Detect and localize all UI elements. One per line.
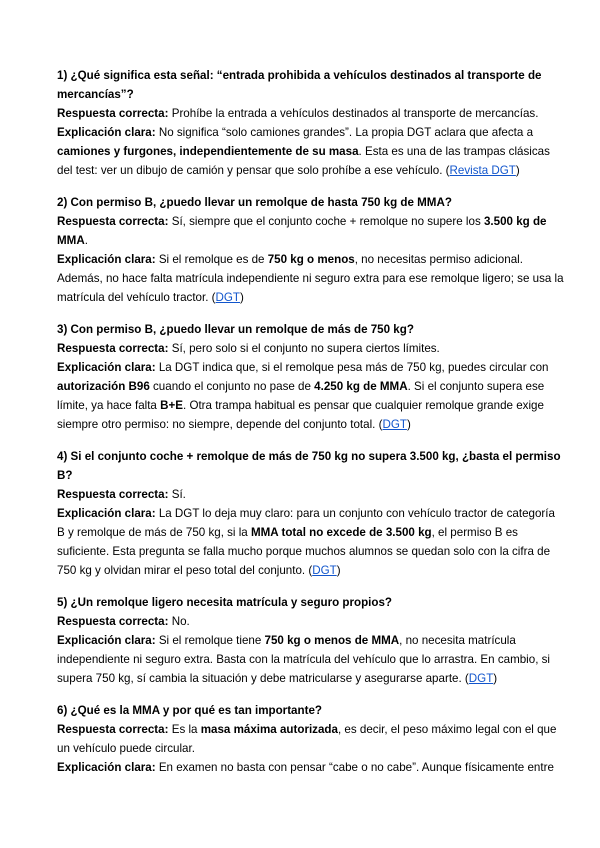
qa-block-3 (57, 320, 547, 434)
explanation-2-line-1: Explicación clara: Si el remolque es de 750 kg o menos, no necesitas permiso adicional. (57, 253, 523, 266)
explanation-2-line-2: Además, no hace falta matrícula independiente ni seguro extra para ese remolque ligero; se usa la (57, 272, 564, 285)
source-link-dgt[interactable]: DGT (215, 291, 240, 304)
answer-label: Respuesta correcta: (57, 215, 169, 228)
explanation-label: Explicación clara: (57, 253, 156, 266)
answer-label: Respuesta correcta: (57, 723, 169, 736)
answer-1: Respuesta correcta: Prohíbe la entrada a vehículos destinados al transporte de mercancías. (57, 107, 539, 120)
explanation-1-line-1: Explicación clara: No significa “solo camiones grandes”. La propia DGT aclara que afecta a (57, 126, 534, 139)
question-1-line-1: 1) ¿Qué significa esta señal: “entrada prohibida a vehículos destinados al transporte de (57, 69, 542, 82)
question-3: 3) Con permiso B, ¿puedo llevar un remolque de más de 750 kg? (57, 323, 414, 336)
question-1-line-2: mercancías”? (57, 88, 134, 101)
answer-2-line-2: MMA. (57, 234, 88, 247)
answer-6-line-1: Respuesta correcta: Es la masa máxima autorizada, es decir, el peso máximo legal con el que (57, 723, 557, 736)
explanation-label: Explicación clara: (57, 634, 156, 647)
explanation-3-line-1: Explicación clara: La DGT indica que, si el remolque pesa más de 750 kg, puedes circular con (57, 361, 549, 374)
question-4-line-2: B? (57, 469, 73, 482)
explanation-6-line-1: Explicación clara: En examen no basta con pensar “cabe o no cabe”. Aunque físicamente entre (57, 761, 554, 774)
qa-block-1 (57, 66, 550, 180)
explanation-label: Explicación clara: (57, 761, 156, 774)
answer-6-line-2: un vehículo puede circular. (57, 742, 195, 755)
qa-block-5 (57, 593, 551, 688)
explanation-1-line-2: camiones y furgones, independientemente de su masa. Esta es una de las trampas clásicas (57, 145, 550, 158)
source-link-dgt[interactable]: DGT (468, 672, 494, 685)
explanation-5-line-1: Explicación clara: Si el remolque tiene 750 kg o menos de MMA, no necesita matrícula (57, 634, 516, 647)
source-link-dgt[interactable]: DGT (382, 418, 407, 431)
question-6: 6) ¿Qué es la MMA y por qué es tan importante? (57, 704, 322, 717)
explanation-1-line-3: del test: ver un dibujo de camión y pensar que solo prohíbe a ese vehículo. (Revista DGT) (57, 164, 520, 177)
answer-2-line-1: Respuesta correcta: Sí, siempre que el conjunto coche + remolque no supere los 3.500 kg de (57, 215, 547, 228)
answer-label: Respuesta correcta: (57, 488, 169, 501)
answer-label: Respuesta correcta: (57, 342, 169, 355)
explanation-4-line-3: suficiente. Esta pregunta se falla mucho porque muchos alumnos se quedan solo con la cifra de (57, 545, 551, 558)
explanation-2-line-3: matrícula del vehículo tractor. (DGT) (57, 291, 244, 304)
question-4-line-1: 4) Si el conjunto coche + remolque de más de 750 kg no supera 3.500 kg, ¿basta el permiso (57, 450, 561, 463)
question-2: 2) Con permiso B, ¿puedo llevar un remolque de hasta 750 kg de MMA? (57, 196, 452, 209)
explanation-3-line-3: límite, ya hace falta B+E. Otra trampa habitual es pensar que cualquier remolque grande exige (57, 399, 544, 412)
source-link-revista-dgt[interactable]: Revista DGT (449, 164, 516, 177)
explanation-4-line-4: 750 kg y olvidan mirar el peso total del conjunto. (DGT) (57, 564, 341, 577)
explanation-label: Explicación clara: (57, 507, 156, 520)
answer-4: Respuesta correcta: Sí. (57, 488, 186, 501)
document-content (57, 66, 564, 790)
explanation-label: Explicación clara: (57, 126, 156, 139)
qa-block-2 (57, 193, 564, 307)
explanation-label: Explicación clara: (57, 361, 156, 374)
answer-3: Respuesta correcta: Sí, pero solo si el conjunto no supera ciertos límites. (57, 342, 440, 355)
explanation-4-line-2: B y remolque de más de 750 kg, si la MMA total no excede de 3.500 kg, el permiso B es (57, 526, 518, 539)
answer-label: Respuesta correcta: (57, 107, 169, 120)
explanation-3-line-2: autorización B96 cuando el conjunto no pase de 4.250 kg de MMA. Si el conjunto supera ese (57, 380, 545, 393)
explanation-4-line-1: Explicación clara: La DGT lo deja muy claro: para un conjunto con vehículo tractor de categoría (57, 507, 555, 520)
answer-label: Respuesta correcta: (57, 615, 169, 628)
qa-block-4 (57, 447, 561, 580)
explanation-5-line-3: supera 750 kg, sí cambia la situación y debe matricularse y asegurarse aparte. (DGT) (57, 672, 498, 685)
explanation-5-line-2: independiente ni seguro extra. Basta con la matrícula del vehículo que lo arrastra. En cambio, si (57, 653, 551, 666)
source-link-dgt[interactable]: DGT (312, 564, 337, 577)
question-5: 5) ¿Un remolque ligero necesita matrícula y seguro propios? (57, 596, 393, 609)
answer-5: Respuesta correcta: No. (57, 615, 190, 628)
explanation-3-line-4: siempre otro permiso: no siempre, depende del conjunto total. (DGT) (57, 418, 411, 431)
qa-block-6 (57, 701, 557, 777)
